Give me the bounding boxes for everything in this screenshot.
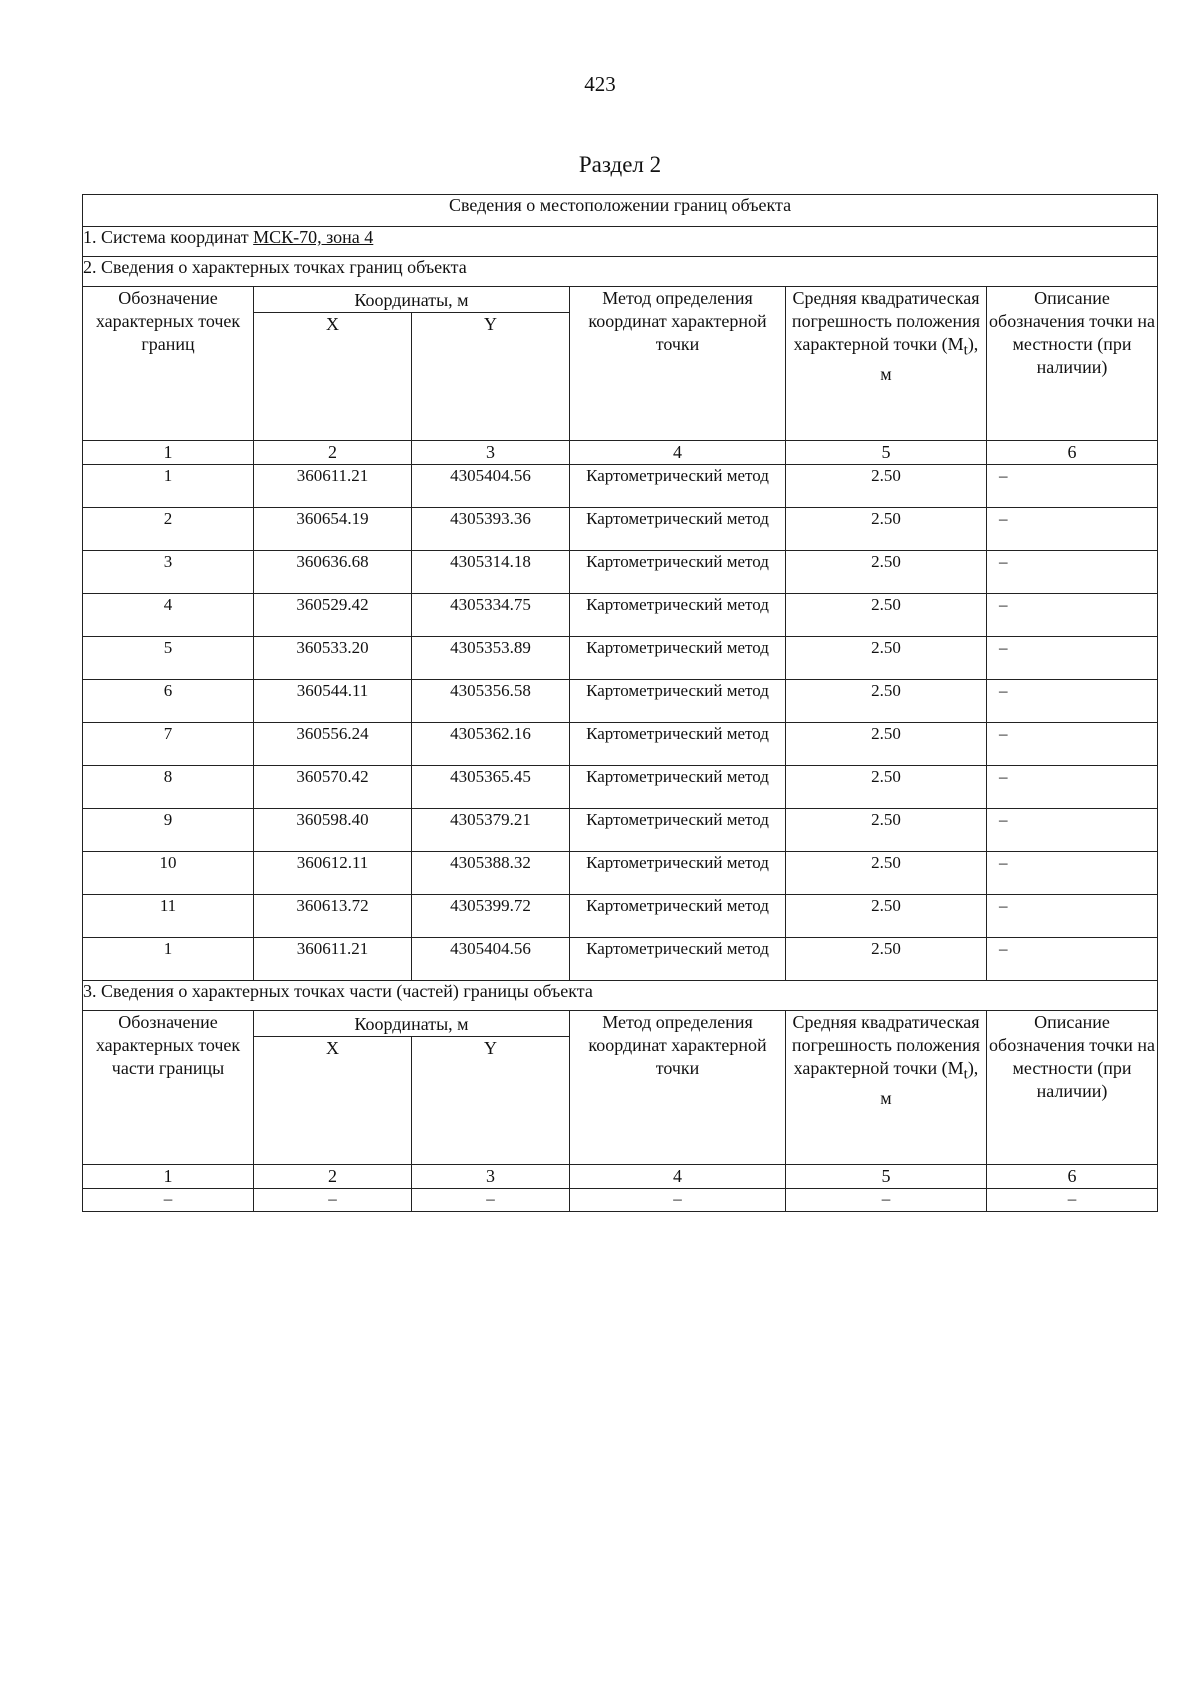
column-number: 5	[786, 1165, 987, 1189]
point-y: 4305379.21	[412, 809, 570, 852]
point-error: 2.50	[786, 508, 987, 551]
header-coords: Координаты, м	[254, 1011, 570, 1037]
column-number: 2	[254, 1165, 412, 1189]
column-numbers-row	[83, 441, 1158, 465]
header-coords: Координаты, м	[254, 287, 570, 313]
section-title: Раздел 2	[578, 152, 662, 177]
header-error-text: Средняя квадратическая погрешность положения характерной точки (M	[791, 288, 981, 354]
point-number: 7	[83, 723, 254, 766]
point-x: 360529.42	[254, 594, 412, 637]
point-number: 5	[83, 637, 254, 680]
point-error: 2.50	[786, 809, 987, 852]
header-error-unit: ), м	[880, 1058, 979, 1108]
point-y: 4305404.56	[412, 465, 570, 508]
point-error: 2.50	[786, 938, 987, 981]
column-number: 3	[412, 1165, 570, 1189]
point-error: 2.50	[786, 852, 987, 895]
point-y: 4305393.36	[412, 508, 570, 551]
part-point-cell: –	[570, 1189, 786, 1212]
point-method: Картометрический метод	[570, 938, 786, 981]
point-x: 360570.42	[254, 766, 412, 809]
point-error: 2.50	[786, 594, 987, 637]
column-numbers-row	[83, 1165, 1158, 1189]
section3-title: 3. Сведения о характерных точках части (частей) границы объекта	[83, 981, 1158, 1011]
coord-system-value: МСК-70, зона 4	[253, 227, 374, 247]
point-error: 2.50	[786, 465, 987, 508]
point-method: Картометрический метод	[570, 852, 786, 895]
point-description: –	[987, 895, 1158, 938]
point-description: –	[987, 637, 1158, 680]
column-number: 1	[83, 1165, 254, 1189]
table-row	[83, 594, 1158, 637]
point-method: Картометрический метод	[570, 637, 786, 680]
table-row	[83, 809, 1158, 852]
header-error-text: Средняя квадратическая погрешность положения характерной точки (M	[791, 1012, 981, 1078]
header-error-sub: t	[963, 342, 968, 359]
part-point-cell: –	[254, 1189, 412, 1212]
point-y: 4305356.58	[412, 680, 570, 723]
point-error: 2.50	[786, 680, 987, 723]
header-designation: Обозначение характерных точек границ	[83, 287, 254, 441]
header-y: Y	[412, 1037, 570, 1165]
point-number: 11	[83, 895, 254, 938]
point-method: Картометрический метод	[570, 723, 786, 766]
header-description: Описание обозначения точки на местности (при наличии)	[987, 287, 1158, 441]
part-point-cell: –	[786, 1189, 987, 1212]
point-number: 10	[83, 852, 254, 895]
table-row	[83, 723, 1158, 766]
table-row	[83, 465, 1158, 508]
point-x: 360598.40	[254, 809, 412, 852]
point-error: 2.50	[786, 766, 987, 809]
point-x: 360654.19	[254, 508, 412, 551]
header-y: Y	[412, 313, 570, 441]
point-y: 4305314.18	[412, 551, 570, 594]
point-x: 360544.11	[254, 680, 412, 723]
page-number: 423	[584, 72, 616, 96]
coord-system-label: 1. Система координат	[83, 227, 254, 247]
header-method: Метод определения координат характерной точки	[570, 1011, 786, 1165]
point-y: 4305362.16	[412, 723, 570, 766]
column-number: 5	[786, 441, 987, 465]
header-error	[786, 287, 987, 441]
point-description: –	[987, 723, 1158, 766]
part-point-cell: –	[987, 1189, 1158, 1212]
column-number: 4	[570, 441, 786, 465]
table-row	[83, 508, 1158, 551]
column-number: 6	[987, 441, 1158, 465]
point-description: –	[987, 508, 1158, 551]
header-x: X	[254, 313, 412, 441]
column-number: 3	[412, 441, 570, 465]
point-method: Картометрический метод	[570, 465, 786, 508]
table-row	[83, 938, 1158, 981]
point-number: 2	[83, 508, 254, 551]
point-x: 360636.68	[254, 551, 412, 594]
point-number: 1	[83, 465, 254, 508]
point-x: 360556.24	[254, 723, 412, 766]
header-description: Описание обозначения точки на местности (при наличии)	[987, 1011, 1158, 1165]
point-description: –	[987, 852, 1158, 895]
point-x: 360533.20	[254, 637, 412, 680]
point-method: Картометрический метод	[570, 594, 786, 637]
table-row	[83, 852, 1158, 895]
part-point-cell: –	[412, 1189, 570, 1212]
coord-system-row	[83, 227, 1158, 257]
point-number: 6	[83, 680, 254, 723]
point-x: 360613.72	[254, 895, 412, 938]
header-method: Метод определения координат характерной точки	[570, 287, 786, 441]
point-error: 2.50	[786, 637, 987, 680]
part-point-cell: –	[83, 1189, 254, 1212]
point-number: 1	[83, 938, 254, 981]
table-row	[83, 680, 1158, 723]
table-row	[83, 766, 1158, 809]
point-description: –	[987, 680, 1158, 723]
table-title: Сведения о местоположении границ объекта	[83, 195, 1158, 227]
point-x: 360611.21	[254, 465, 412, 508]
point-description: –	[987, 938, 1158, 981]
point-error: 2.50	[786, 895, 987, 938]
header-error-unit: ), м	[880, 334, 979, 384]
point-method: Картометрический метод	[570, 508, 786, 551]
point-description: –	[987, 766, 1158, 809]
point-error: 2.50	[786, 551, 987, 594]
header-designation-part: Обозначение характерных точек части границы	[83, 1011, 254, 1165]
point-y: 4305353.89	[412, 637, 570, 680]
column-number: 2	[254, 441, 412, 465]
point-x: 360612.11	[254, 852, 412, 895]
point-description: –	[987, 551, 1158, 594]
point-method: Картометрический метод	[570, 766, 786, 809]
point-method: Картометрический метод	[570, 680, 786, 723]
section2-title: 2. Сведения о характерных точках границ объекта	[83, 257, 1158, 287]
point-number: 9	[83, 809, 254, 852]
point-y: 4305399.72	[412, 895, 570, 938]
header-error-sub: t	[963, 1066, 968, 1083]
table-row	[83, 1189, 1158, 1212]
header-x: X	[254, 1037, 412, 1165]
point-y: 4305388.32	[412, 852, 570, 895]
boundary-table	[82, 194, 1158, 1212]
point-x: 360611.21	[254, 938, 412, 981]
point-method: Картометрический метод	[570, 895, 786, 938]
table-row	[83, 637, 1158, 680]
header-error	[786, 1011, 987, 1165]
column-number: 4	[570, 1165, 786, 1189]
point-number: 8	[83, 766, 254, 809]
column-number: 1	[83, 441, 254, 465]
point-method: Картометрический метод	[570, 809, 786, 852]
point-description: –	[987, 809, 1158, 852]
column-number: 6	[987, 1165, 1158, 1189]
point-description: –	[987, 594, 1158, 637]
point-y: 4305334.75	[412, 594, 570, 637]
point-number: 3	[83, 551, 254, 594]
point-y: 4305365.45	[412, 766, 570, 809]
point-error: 2.50	[786, 723, 987, 766]
point-description: –	[987, 465, 1158, 508]
point-method: Картометрический метод	[570, 551, 786, 594]
point-number: 4	[83, 594, 254, 637]
table-row	[83, 895, 1158, 938]
table-row	[83, 551, 1158, 594]
point-y: 4305404.56	[412, 938, 570, 981]
